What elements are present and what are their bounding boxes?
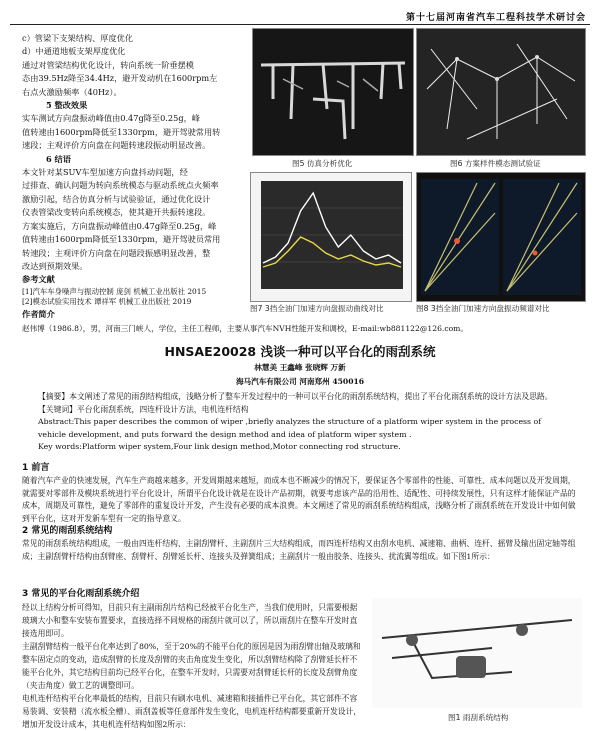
abstract-block: [38, 391, 568, 454]
section-2-heading: 2 常见的雨刮系统结构: [22, 526, 113, 536]
left-column-line: 激励引起，结合仿真分析与试验验证，通过优化设计: [22, 193, 211, 204]
left-column-line: 右点火激励频率（40Hz）。: [22, 86, 122, 97]
left-column-text: [22, 32, 242, 321]
left-column-line: 5 整改效果: [46, 100, 88, 111]
left-column-line: [1]汽车车身噪声与振动控制 庞剑 机械工业出版社 2015: [22, 286, 207, 296]
figure-1-caption: 图1 雨刮系统结构: [448, 713, 509, 722]
left-column-line: 通过对管梁结构优化设计，转向系统一阶垂摆模: [22, 59, 194, 70]
left-column-line: 参考文献: [22, 274, 55, 285]
abstract-en: Abstract:This paper describes the common of wiper ,briefly analyzes the structure of a platform wiper system in the process of vehicle development, and puts forward the design method and idea of platform wiper system .: [38, 417, 542, 439]
keywords-en: Key words:Platform wiper system,Four link design method,Motor connecting rod structure.: [38, 442, 401, 451]
running-header: 第十七届河南省汽车工程科技学术研讨会: [405, 13, 586, 23]
section-1-text: 随着汽车产业的快速发展，汽车生产商越来越多，开发周期越来越短，而成本也不断减少的情况下，要保证各个零部件的性能、可靠性、成本问题以及开发周期，就需要对零部件及模块系统进行平台化设计，所谓平台化设计就是在设计产品初期，就要考虑该产品的沿用性、适配性、可持续发展性，只有这样才能保证产品的成本，周期及可靠性，避免了零部件的重复设计开发，产生没有必要的成本浪费。本文阐述了常见的雨刮系统结构组成，浅略分析了雨刮系统在开发设计中如何做到平台化，这对开发新车型有一定的指导意义。: [22, 475, 576, 524]
figure-7-curve-comparison: [250, 172, 412, 302]
figure-7-caption: 图7 3挡全油门加速方向盘振动曲线对比: [250, 304, 384, 313]
left-column-line: c）管梁下支架结构、厚度优化: [22, 33, 134, 43]
left-column-line: 6 结语: [46, 153, 71, 164]
section-3-heading: 3 常见的平台化雨刮系统介绍: [22, 589, 140, 599]
left-column-line: 转速段；主观评价方向盘在问题段振感明显改善，整: [22, 247, 211, 258]
keywords-cn: 【关键词】平台化雨刮系统，四连杆设计方法，电机连杆结构: [38, 404, 249, 414]
left-column-line: 本文针对某SUV车型加速方向盘抖动问题，经: [22, 167, 188, 178]
figure-1-wiper-structure: [372, 598, 582, 708]
article-authors: 林慧美 王鑫峰 张晓辉 万新: [254, 363, 346, 372]
article-title: HNSAE20028 浅谈一种可以平台化的雨刮系统: [164, 344, 436, 359]
left-column-line: 态由39.5Hz降至34.4Hz，避开发动机在1600rpm左: [22, 73, 218, 84]
section-1-block: [22, 462, 582, 526]
left-column-line: 方案实施后，方向盘振动峰值由0.47g降至0.25g，峰: [22, 220, 217, 231]
left-column-line: 作者简介: [22, 308, 55, 319]
left-column-line: 改达到预期效果。: [22, 260, 88, 271]
section-3-para-2: 主副刮臂结构一般平台化率达到了80%，至于20%的不能平台化的原因是因为雨刮臂出轴及玻璃和整车固定点的变动，造成刮臂的长度及刮臂的夹击角度发生变化，所以刮臂结构除了刮臂延长杆不能平台化外，其它结构目前均已经平台化，在整车开发时，只需要对刮臂延长杆的长度及刮臂角度（夹击角度）做工艺的调整即可。: [22, 642, 361, 690]
header-rule: [10, 24, 590, 25]
figure-5-simulation: [252, 28, 414, 156]
left-column-line: 速段；主观评价方向盘在问题转速段振动明显改善。: [22, 140, 211, 151]
figure-6-modal-test: [416, 28, 586, 156]
left-column-line: 值转速由1600rpm降低至1330rpm，避开驾驶常用转: [22, 126, 221, 137]
section-2-text: 常见的雨刮系统结构组成，一般由四连杆结构、主副刮臂杆、主副刮片三大结构组成，而四连杆结构又由刮水电机、减速箱、曲柄、连杆、摇臂及输出固定轴等组成；主副刮臂杆结构由刮臂座、刮臂杆、刮臂延长杆、连接头及弹簧组成；主副刮片一般由胶条、连接头、扰流翼等组成。如下图1所示：: [22, 538, 576, 561]
left-column-line: 实车测试方向盘振动峰值由0.47g降至0.25g，峰: [22, 113, 200, 124]
left-column-line: d）中通道地板支架厚度优化: [22, 46, 126, 57]
section-3-block: [22, 588, 362, 731]
figure-6-caption: 图6 方案样件模态测试验证: [450, 159, 541, 168]
section-3-para-1: 经以上结构分析可得知，目前只有主副雨刮片结构已经被平台化生产，当我们使用时，只需要根据玻璃大小和整车安装布置要求，直接选择不同规格的雨刮片就可以了，所以雨刮片在整车开发时直接选用即可。: [22, 603, 358, 638]
abstract-cn: 【摘要】本文阐述了常见的雨刮结构组成，浅略分析了整车开发过程中的一种可以平台化的雨刮系统结构，提出了平台化雨刮系统的设计方法及思路。: [38, 392, 553, 401]
section-2-block: [22, 525, 582, 563]
figure-8-spectrum-comparison: [416, 172, 586, 302]
figure-5-caption: 图5 仿真分析优化: [292, 159, 353, 168]
section-3-para-3: 电机连杆结构平台化率最低的结构，目前只有刷水电机、减速箱和接插件已平台化，其它部件不容易装调、安装精（流水板全槽）、雨刮盖板等任意部件发生变化，电机连杆结构都要重新开发设计，增加开发设计成本，其电机连杆结构如图2所示：: [22, 694, 362, 729]
left-column-line: 过排查、确认问题为转向系统模态与驱动系统点火频率: [22, 180, 219, 191]
figure-8-caption: 图8 3挡全油门加速方向盘振动频谱对比: [416, 304, 550, 313]
left-column-line: 值转速由1600rpm降低至1330rpm，避开驾驶员常用: [22, 234, 221, 245]
section-1-heading: 1 前言: [22, 463, 50, 473]
article-affiliation: 海马汽车有限公司 河南郑州 450016: [235, 377, 365, 386]
author-bio: 赵伟博（1986.8），男，河南三门峡人，学位，主任工程师，主要从事汽车NVH性能开发和调校，E-mail:wb881122@126.com。: [22, 324, 468, 333]
left-column-line: [2]模态试验实用技术 谭祥军 机械工业出版社 2019: [22, 297, 192, 307]
left-column-line: 仪表管梁改变转向系统模态，使其避开共振转速段。: [22, 207, 211, 218]
